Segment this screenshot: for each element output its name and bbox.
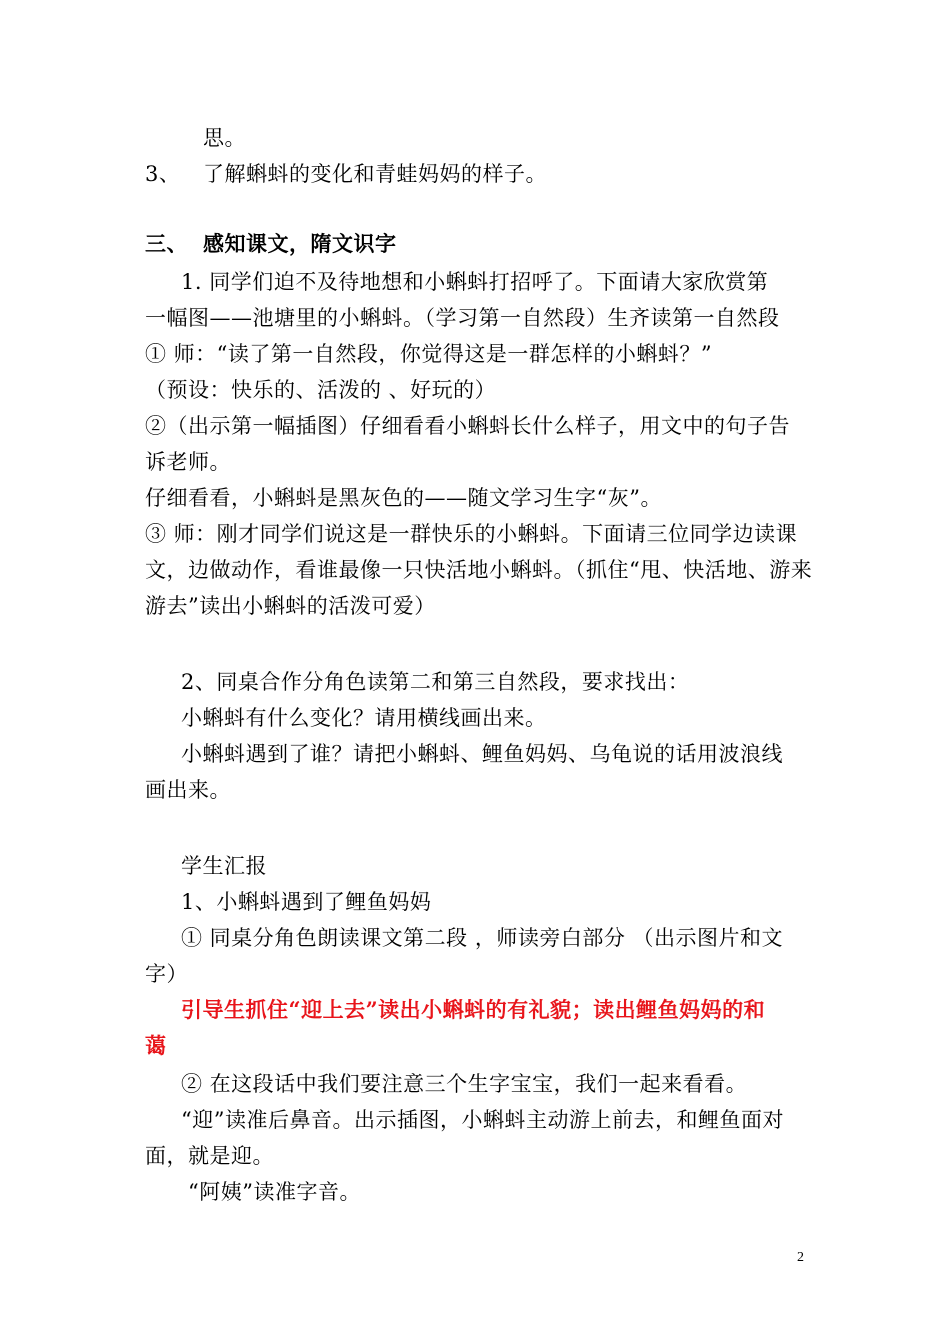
text-line: 了解蝌蚪的变化和青蛙妈妈的样子。	[203, 162, 547, 186]
text-line: 文，边做动作，看谁最像一只快活地小蝌蚪。（抓住“甩、快活地、游来	[145, 558, 813, 582]
text-line: ① 同桌分角色朗读课文第二段 ，师读旁白部分 （出示图片和文	[181, 926, 784, 950]
text-line: ① 师：“读了第一自然段，你觉得这是一群怎样的小蝌蚪？”	[145, 342, 713, 366]
text-line: “迎”读准后鼻音。出示插图，小蝌蚪主动游上前去，和鲤鱼面对	[181, 1108, 784, 1132]
text-line: 诉老师。	[145, 450, 231, 474]
page-number: 2	[797, 1250, 804, 1265]
text-line: “阿姨”读准字音。	[188, 1180, 361, 1204]
text-line: （预设：快乐的、活泼的 、好玩的）	[145, 378, 497, 402]
text-line: ② 在这段话中我们要注意三个生字宝宝，我们一起来看看。	[181, 1072, 748, 1096]
text-line: 面，就是迎。	[145, 1144, 274, 1168]
section-number: 三、	[145, 231, 188, 256]
text-line: ②（出示第一幅插图）仔细看看小蝌蚪长什么样子，用文中的句子告	[145, 414, 790, 438]
highlight-line: 引导生抓住“迎上去”读出小蝌蚪的有礼貌；读出鲤鱼妈妈的和	[181, 997, 766, 1022]
section-heading: 感知课文，隋文识字	[203, 231, 397, 256]
highlight-line: 蔼	[145, 1033, 167, 1058]
text-line: 学生汇报	[181, 854, 267, 878]
text-line: 一幅图——池塘里的小蝌蚪。（学习第一自然段）生齐读第一自然段	[145, 306, 780, 330]
text-line: 画出来。	[145, 778, 231, 802]
text-line: 思。	[203, 126, 246, 150]
text-line: ③ 师：刚才同学们说这是一群快乐的小蝌蚪。下面请三位同学边读课	[145, 522, 798, 546]
text-line: 小蝌蚪遇到了谁？请把小蝌蚪、鲤鱼妈妈、乌龟说的话用波浪线	[181, 742, 783, 766]
text-line: 字）	[145, 962, 188, 986]
list-number: 3、	[145, 162, 181, 186]
text-line: 仔细看看，小蝌蚪是黑灰色的——随文学习生字“灰”。	[145, 486, 662, 510]
text-line: 小蝌蚪有什么变化？请用横线画出来。	[181, 706, 547, 730]
text-line: 游去”读出小蝌蚪的活泼可爱）	[145, 594, 436, 618]
text-line: 2、同桌合作分角色读第二和第三自然段，要求找出：	[181, 670, 690, 694]
text-line: 1、小蝌蚪遇到了鲤鱼妈妈	[181, 890, 432, 914]
text-line: 1. 同学们迫不及待地想和小蝌蚪打招呼了。下面请大家欣赏第	[181, 270, 769, 294]
